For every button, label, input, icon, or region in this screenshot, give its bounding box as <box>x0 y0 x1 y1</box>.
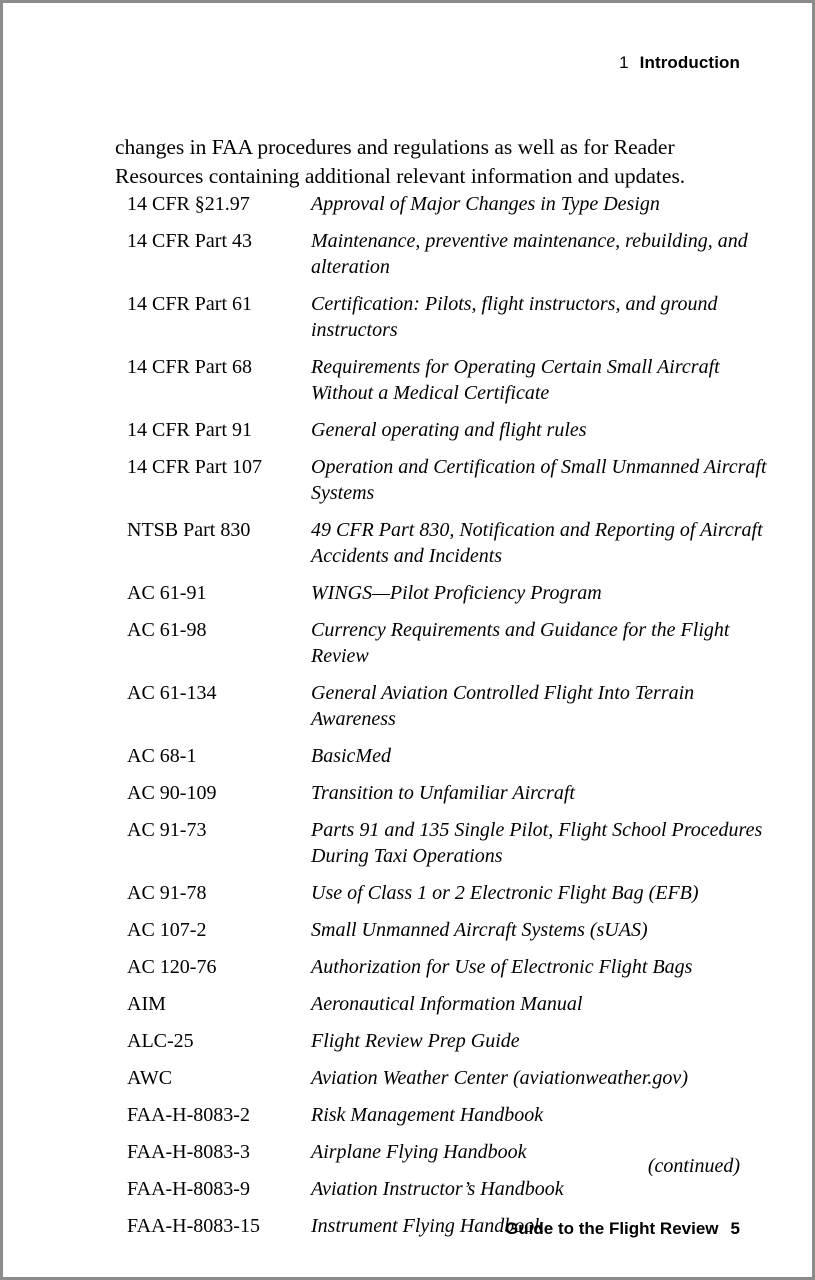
document-id: 14 CFR Part 91 <box>127 419 253 441</box>
table-row <box>127 191 767 228</box>
page-footer <box>505 1219 740 1239</box>
document-title: Use of Class 1 or 2 Electronic Flight Bag (EFB) <box>311 882 699 904</box>
document-id: AC 90-109 <box>127 782 217 804</box>
reference-table-body <box>127 191 767 1250</box>
table-row <box>127 880 767 917</box>
document-id: FAA-H-8083-15 <box>127 1215 260 1237</box>
table-row <box>127 917 767 954</box>
footer-book-title: Guide to the Flight Review <box>505 1219 719 1238</box>
document-id: 14 CFR Part 107 <box>127 456 263 478</box>
running-head <box>619 53 740 73</box>
document-id: AC 68-1 <box>127 745 197 767</box>
document-id: AC 61-91 <box>127 582 207 604</box>
table-row <box>127 817 767 880</box>
table-row <box>127 291 767 354</box>
document-title: BasicMed <box>311 745 391 767</box>
page-content-area <box>3 3 812 1277</box>
document-title: Requirements for Operating Certain Small Aircraft Without a Medical Certificate <box>311 356 720 404</box>
document-id: 14 CFR §21.97 <box>127 193 250 215</box>
document-title: Transition to Unfamiliar Aircraft <box>311 782 575 804</box>
document-title: General operating and flight rules <box>311 419 587 441</box>
document-id: AC 107-2 <box>127 919 207 941</box>
document-id: AC 91-73 <box>127 819 207 841</box>
document-title: Instrument Flying Handbook <box>311 1215 544 1237</box>
document-title: WINGS—Pilot Proficiency Program <box>311 582 602 604</box>
continued-note: (continued) <box>647 1155 740 1177</box>
document-id: AC 61-98 <box>127 619 207 641</box>
table-row <box>127 354 767 417</box>
document-title: Certification: Pilots, flight instructors, and ground instructors <box>311 293 718 341</box>
table-row <box>127 743 767 780</box>
document-title: 49 CFR Part 830, Notification and Reporting of Aircraft Accidents and Incidents <box>311 519 763 567</box>
table-row <box>127 1102 767 1139</box>
document-title: Aviation Instructor’s Handbook <box>311 1178 564 1200</box>
document-title: Airplane Flying Handbook <box>311 1141 527 1163</box>
document-id: ALC-25 <box>127 1030 194 1052</box>
document-title: Aviation Weather Center (aviationweather.gov) <box>311 1067 688 1089</box>
table-row <box>127 454 767 517</box>
table-row <box>127 517 767 580</box>
table-row <box>127 1176 767 1213</box>
document-title: Approval of Major Changes in Type Design <box>311 193 660 215</box>
document-title: General Aviation Controlled Flight Into Terrain Awareness <box>311 682 695 730</box>
document-id: FAA-H-8083-3 <box>127 1141 250 1163</box>
document-id: FAA-H-8083-9 <box>127 1178 250 1200</box>
document-title: Parts 91 and 135 Single Pilot, Flight School Procedures During Taxi Operations <box>311 819 763 867</box>
footer-page-number: 5 <box>730 1219 740 1238</box>
document-id: AIM <box>127 993 166 1015</box>
table-row <box>127 417 767 454</box>
document-title: Maintenance, preventive maintenance, rebuilding, and alteration <box>311 230 748 278</box>
table-row <box>127 617 767 680</box>
document-id: 14 CFR Part 68 <box>127 356 253 378</box>
table-row <box>127 954 767 991</box>
document-id: AC 120-76 <box>127 956 217 978</box>
document-id: NTSB Part 830 <box>127 519 251 541</box>
body-paragraph: changes in FAA procedures and regulations as well as for Reader Resources containing additional relevant information and updates. <box>115 134 686 188</box>
table-row <box>127 580 767 617</box>
document-title: Aeronautical Information Manual <box>311 993 583 1015</box>
table-row <box>127 1065 767 1102</box>
document-title: Authorization for Use of Electronic Flight Bags <box>311 956 693 978</box>
document-id: 14 CFR Part 61 <box>127 293 253 315</box>
reference-table <box>127 191 767 1250</box>
chapter-title: Introduction <box>639 53 740 72</box>
document-id: AC 61-134 <box>127 682 217 704</box>
table-row <box>127 680 767 743</box>
document-title: Small Unmanned Aircraft Systems (sUAS) <box>311 919 648 941</box>
document-id: 14 CFR Part 43 <box>127 230 253 252</box>
table-row <box>127 991 767 1028</box>
document-id: AC 91-78 <box>127 882 207 904</box>
table-row <box>127 1028 767 1065</box>
document-id: AWC <box>127 1067 173 1089</box>
chapter-number: 1 <box>619 53 629 72</box>
document-title: Risk Management Handbook <box>311 1104 544 1126</box>
document-title: Flight Review Prep Guide <box>311 1030 520 1052</box>
table-row <box>127 780 767 817</box>
document-title: Operation and Certification of Small Unmanned Aircraft Systems <box>311 456 767 504</box>
document-title: Currency Requirements and Guidance for the Flight Review <box>311 619 730 667</box>
document-id: FAA-H-8083-2 <box>127 1104 250 1126</box>
table-row <box>127 228 767 291</box>
